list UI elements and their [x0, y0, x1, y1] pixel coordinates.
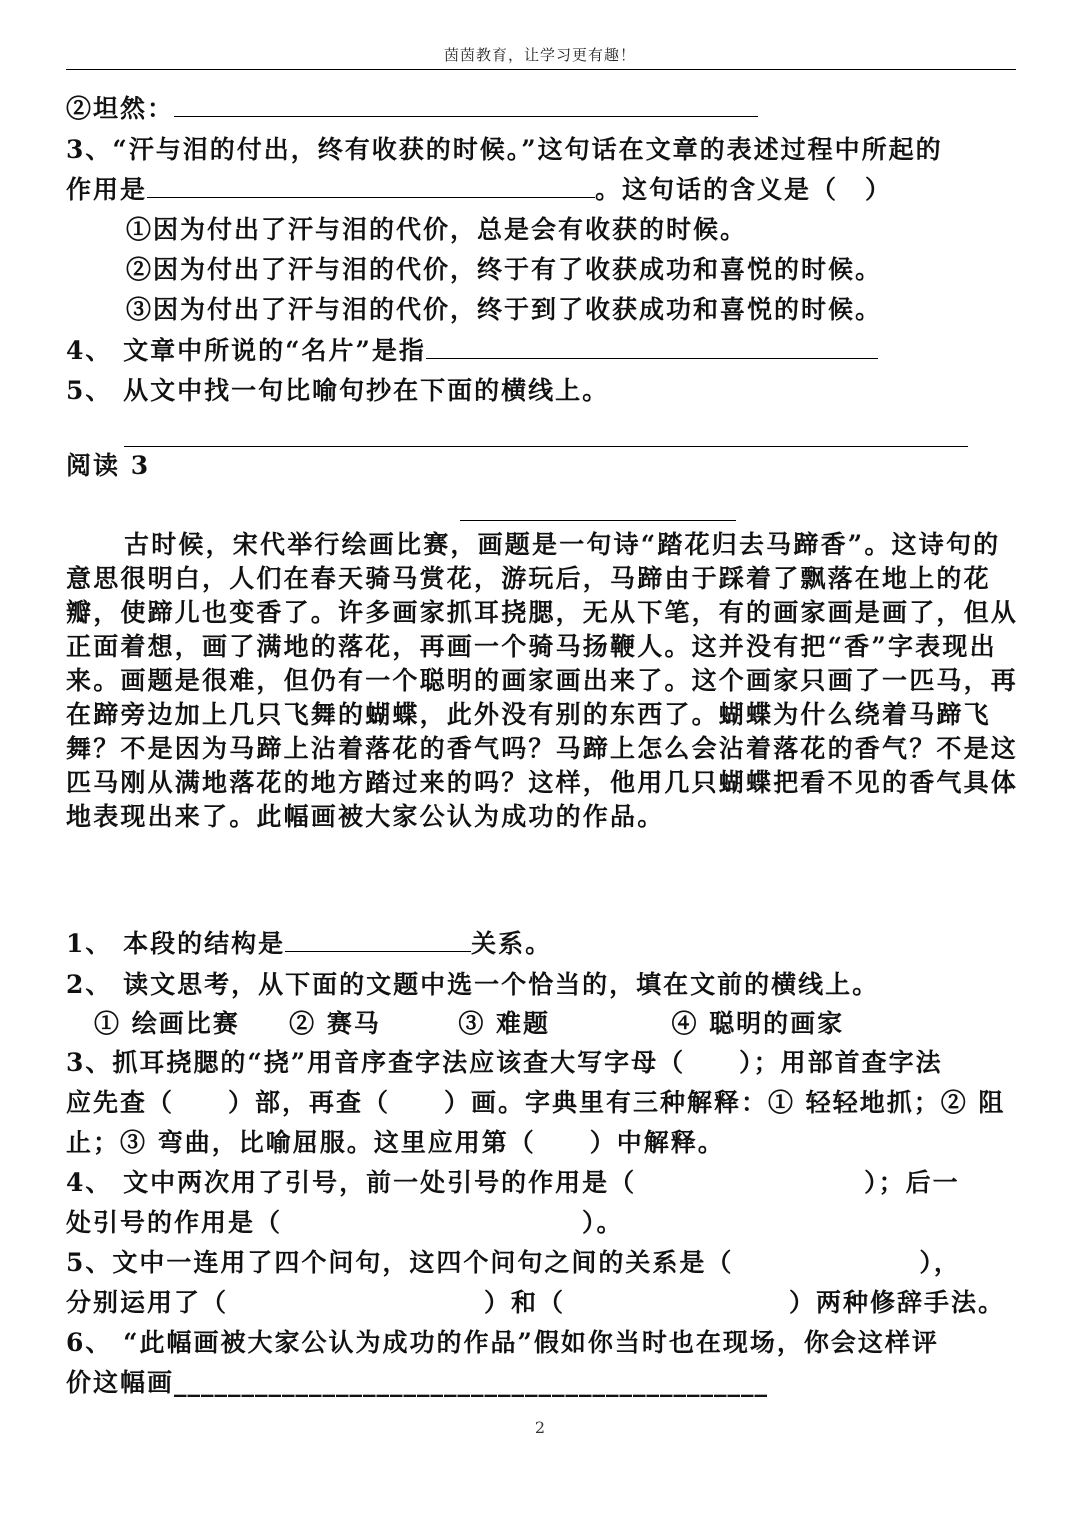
- s3-question-1-suffix: 关系。: [471, 929, 553, 958]
- option-3-3: ③因为付出了汗与泪的代价，终于到了收获成功和喜悦的时候。: [126, 295, 883, 324]
- option-title-3: ③ 难题: [458, 1009, 551, 1038]
- question-4-text: 4、 文章中所说的“名片”是指: [66, 336, 426, 365]
- question-2b-label: ②坦然：: [66, 94, 175, 123]
- option-title-4: ④ 聪明的画家: [671, 1009, 845, 1038]
- option-3-1: ①因为付出了汗与泪的代价，总是会有收获的时候。: [126, 215, 748, 244]
- answer-line-5[interactable]: [124, 446, 968, 447]
- s3-question-5-line2: [66, 1286, 1005, 1320]
- s3-question-2: 2、 读文思考，从下面的文题中选一个恰当的，填在文前的横线上。: [66, 970, 880, 999]
- s3-question-6-text: 价这幅画: [66, 1368, 175, 1397]
- s3-question-4-line2: [66, 1206, 624, 1240]
- s3-question-3-line2: 应先查（ ）部，再查（ ）画。字典里有三种解释：① 轻轻地抓；② 阻: [66, 1088, 1006, 1117]
- reading-passage: 古时候，宋代举行绘画比赛，画题是一句诗“踏花归去马蹄香”。这诗句的意思很明白，人们在春天骑马赏花，游玩后，马蹄由于踩着了飘落在地上的花瓣，使蹄儿也变香了。许多画家抓耳挠腮，无从下笔，有的画家画是画了，但从正面着想，画了满地的落花，再画一个骑马扬鞭人。这并没有把“香”字表现出来。画题是很难，但仍有一个聪明的画家画出来了。这个画家只画了一匹马，再在蹄旁边加上几只飞舞的蝴蝶，此外没有别的东西了。蝴蝶为什么绕着马蹄飞舞？不是因为马蹄上沾着落花的香气吗？马蹄上怎么会沾着落花的香气？不是这匹马刚从满地落花的地方踏过来的吗？这样，他用几只蝴蝶把看不见的香气具体地表现出来了。此幅画被大家公认为成功的作品。: [66, 530, 1019, 831]
- s3-question-6-line2: [66, 1366, 768, 1400]
- s3-question-5-line2-a: 分别运用了（: [66, 1288, 229, 1317]
- answer-dashes-6[interactable]: ____________________________________________: [174, 1368, 769, 1397]
- s3-question-1-text: 1、 本段的结构是: [66, 929, 286, 958]
- s3-question-4-line1: [66, 1166, 960, 1200]
- s3-question-5-suffix: ），: [919, 1248, 961, 1277]
- s3-question-3-line1: 3、抓耳挠腮的“挠”用音序查字法应该查大写字母（ ）；用部首查字法: [66, 1048, 943, 1077]
- answer-blank-4[interactable]: [426, 334, 878, 359]
- question-3-prefix: 作用是: [66, 175, 148, 204]
- s3-question-4-text: 4、 文中两次用了引号，前一处引号的作用是（: [66, 1168, 637, 1197]
- page-header: 茵茵教育，让学习更有趣！: [443, 46, 636, 64]
- s3-question-5-line1: [66, 1246, 961, 1280]
- question-3-line2: [66, 173, 892, 207]
- s3-question-4-line2-text: 处引号的作用是（: [66, 1208, 283, 1237]
- s3-question-4-suffix: ）；后一: [864, 1168, 960, 1197]
- question-2b: [66, 92, 758, 126]
- option-title-2: ② 赛马: [289, 1009, 381, 1038]
- s3-question-4-line2-suffix: ）。: [582, 1208, 624, 1237]
- title-blank[interactable]: [460, 520, 736, 521]
- answer-blank-structure[interactable]: [285, 927, 471, 952]
- question-3-suffix: 。这句话的含义是（ ）: [595, 175, 893, 204]
- question-4: [66, 334, 878, 368]
- s3-question-5-line2-c: ）两种修辞手法。: [789, 1288, 1006, 1317]
- s3-question-1: [66, 927, 552, 961]
- header-divider: [66, 69, 1016, 70]
- section-title: 阅读 3: [66, 451, 151, 480]
- s3-question-5-line2-b: ）和（: [484, 1288, 566, 1317]
- s3-question-2-options: [94, 1007, 844, 1041]
- question-3-line1: 3、“汗与泪的付出，终有收获的时候。”这句话在文章的表述过程中所起的: [66, 135, 943, 164]
- page-number: 2: [534, 1418, 546, 1437]
- s3-question-6-line1: 6、 “此幅画被大家公认为成功的作品”假如你当时也在现场，你会这样评: [66, 1328, 939, 1357]
- s3-question-3-line3: 止；③ 弯曲，比喻屈服。这里应用第（ ）中解释。: [66, 1128, 725, 1157]
- s3-question-5-text: 5、文中一连用了四个问句，这四个问句之间的关系是（: [66, 1248, 734, 1277]
- question-5: 5、 从文中找一句比喻句抄在下面的横线上。: [66, 376, 610, 405]
- option-title-1: ① 绘画比赛: [94, 1009, 240, 1038]
- option-3-2: ②因为付出了汗与泪的代价，终于有了收获成功和喜悦的时候。: [126, 255, 883, 284]
- answer-blank-3-function[interactable]: [147, 173, 595, 198]
- answer-blank-2b[interactable]: [174, 92, 758, 117]
